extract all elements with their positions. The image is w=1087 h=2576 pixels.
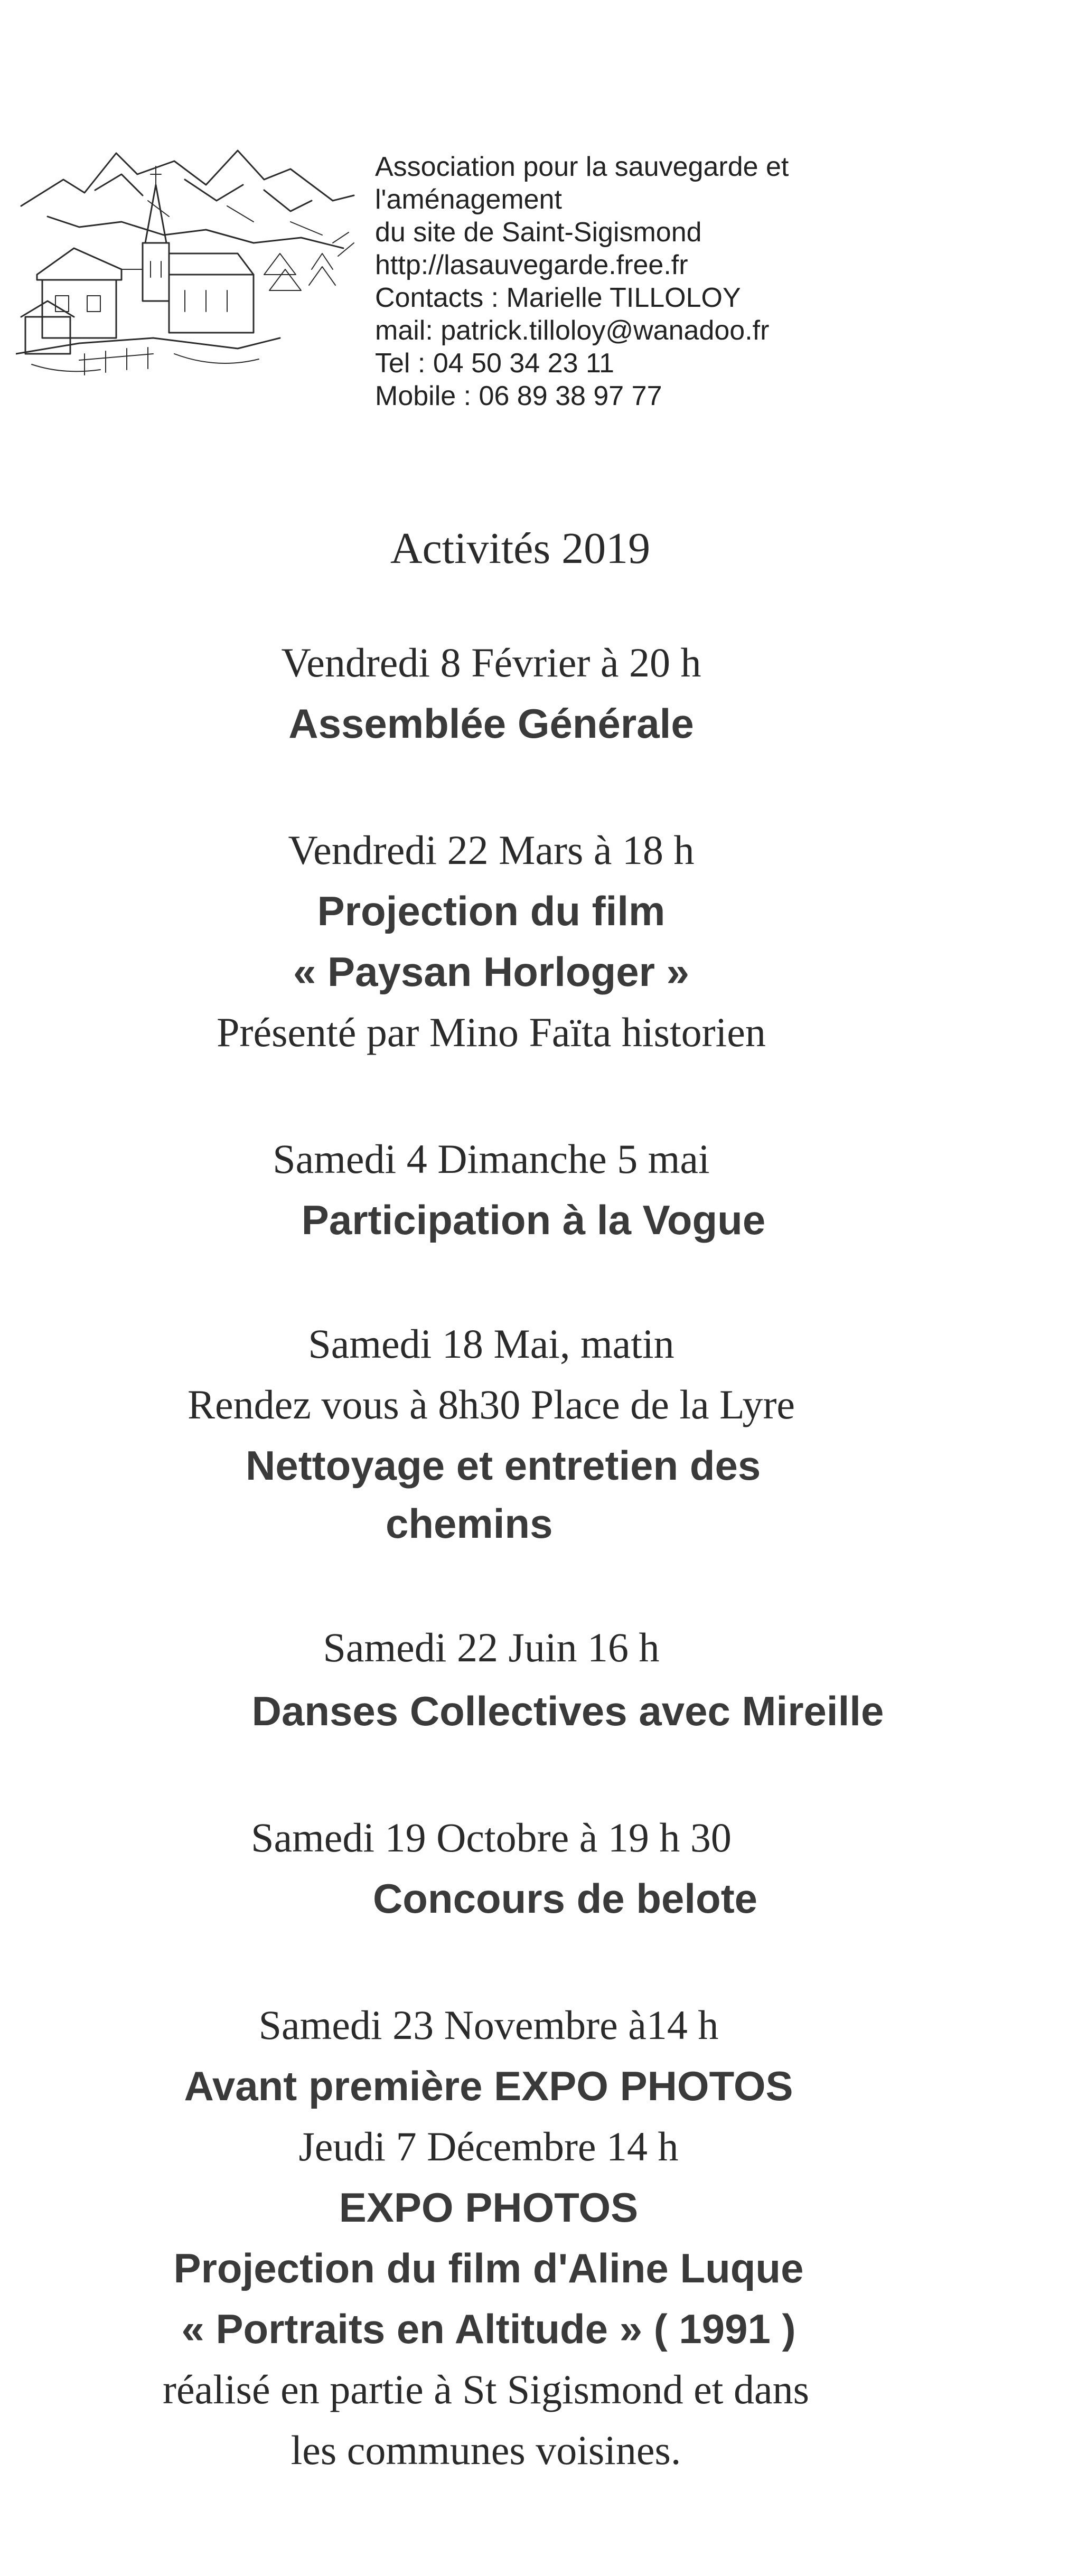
association-name-line-3: du site de Saint-Sigismond — [375, 217, 702, 248]
event-date: Samedi 19 Octobre à 19 h 30 — [251, 1815, 732, 1860]
event-title: Assemblée Générale — [288, 700, 694, 747]
event-date: Samedi 4 Dimanche 5 mai — [273, 1136, 710, 1182]
event-date: Vendredi 22 Mars à 18 h — [288, 827, 695, 873]
event-date: Samedi 23 Novembre à14 h — [258, 2002, 719, 2048]
event-title-line: Nettoyage et entretien des — [246, 1442, 761, 1489]
email-address[interactable]: mail: patrick.tilloloy@wanadoo.fr — [375, 315, 770, 346]
association-name-line-2: l'aménagement — [375, 184, 562, 215]
website-link[interactable]: http://lasauvegarde.free.fr — [375, 250, 688, 280]
event-date-2: Jeudi 7 Décembre 14 h — [298, 2123, 679, 2169]
contact-person: Contacts : Marielle TILLOLOY — [375, 283, 741, 313]
page-title: Activités 2019 — [390, 524, 651, 573]
event-title-line: « Paysan Horloger » — [293, 948, 689, 995]
event-date: Vendredi 8 Février à 20 h — [281, 640, 701, 685]
event-title-line: chemins — [386, 1500, 553, 1547]
event-note-line: réalisé en partie à St Sigismond et dans — [163, 2366, 809, 2412]
event-title-line: Projection du film d'Aline Luque — [173, 2245, 804, 2291]
event-title-line: EXPO PHOTOS — [339, 2184, 639, 2231]
association-name-line-1: Association pour la sauvegarde et — [375, 152, 789, 182]
event-title: Danses Collectives avec Mireille — [251, 1688, 884, 1734]
phone-number: Tel : 04 50 34 23 11 — [375, 348, 614, 379]
mobile-number: Mobile : 06 89 38 97 77 — [375, 381, 662, 411]
event-note: Présenté par Mino Faïta historien — [217, 1009, 766, 1055]
event-note: Rendez vous à 8h30 Place de la Lyre — [187, 1381, 795, 1427]
event-date: Samedi 18 Mai, matin — [308, 1321, 674, 1367]
contact-block — [375, 151, 789, 412]
event-title: Avant première EXPO PHOTOS — [184, 2063, 793, 2109]
event-date: Samedi 22 Juin 16 h — [323, 1624, 660, 1670]
event-title-line: Projection du film — [317, 888, 666, 934]
village-church-logo — [16, 143, 359, 396]
event-title: Concours de belote — [372, 1875, 758, 1922]
event-title-line: « Portraits en Altitude » ( 1991 ) — [181, 2306, 796, 2352]
event-note-line: les communes voisines. — [291, 2427, 681, 2473]
event-title: Participation à la Vogue — [301, 1197, 766, 1243]
